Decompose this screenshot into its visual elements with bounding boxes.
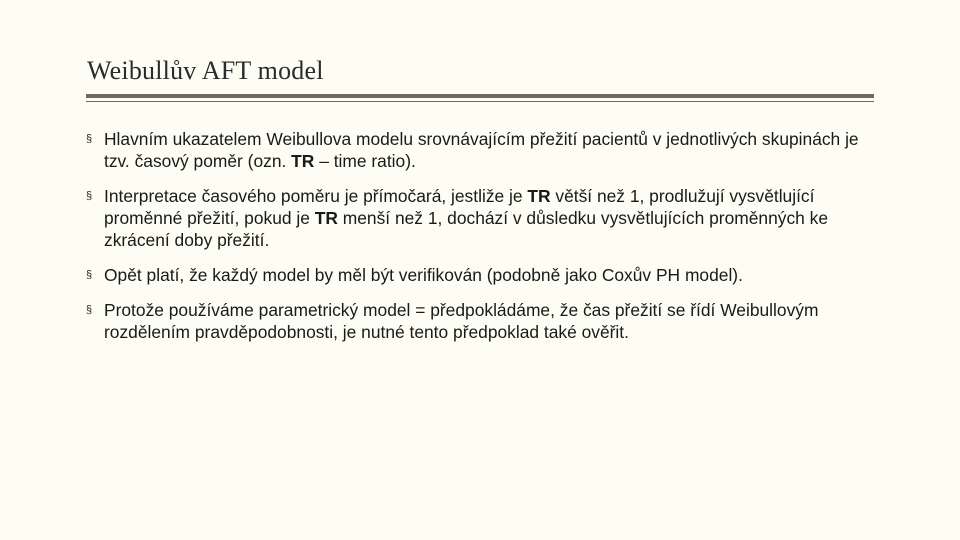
bullet-text-part: Protože používáme parametrický model = předpokládáme, že čas přežití se řídí Weibullovým rozdělením pravděpodobnosti, je nutné tento předpoklad také ověřit. — [104, 300, 819, 342]
bullet-text-part: větší než 1, prodlužují vysvětlující proměnné přežití, pokud je — [104, 186, 815, 228]
bullet-text — [104, 185, 876, 251]
bullet-list — [86, 128, 876, 356]
bullet-icon: § — [86, 133, 93, 145]
bullet-text — [104, 264, 876, 286]
bullet-item — [86, 299, 876, 343]
slide-title: Weibullův AFT model — [87, 56, 324, 85]
bullet-text-part: – time ratio). — [314, 151, 416, 171]
bullet-text — [104, 128, 876, 172]
bullet-text-bold: TR — [314, 208, 338, 228]
bullet-icon: § — [86, 304, 93, 316]
bullet-text-part: menší než 1, dochází v důsledku vysvětlujících proměnných ke zkrácení doby přežití. — [104, 208, 829, 250]
bullet-item — [86, 264, 876, 286]
bullet-item — [86, 185, 876, 251]
title-divider-thick — [86, 94, 874, 98]
bullet-text-part: Hlavním ukazatelem Weibullova modelu srovnávajícím přežití pacientů v jednotlivých skupinách je tzv. časový poměr (ozn. — [104, 129, 859, 171]
bullet-icon: § — [86, 190, 93, 202]
title-divider-thin — [86, 101, 874, 102]
bullet-item — [86, 128, 876, 172]
bullet-text-part: Opět platí, že každý model by měl být verifikován (podobně jako Coxův PH model). — [104, 265, 743, 285]
bullet-text-bold: TR — [291, 151, 315, 171]
bullet-icon: § — [86, 269, 93, 281]
bullet-text — [104, 299, 876, 343]
bullet-text-part: Interpretace časového poměru je přímočará, jestliže je — [104, 186, 528, 206]
bullet-text-bold: TR — [527, 186, 551, 206]
